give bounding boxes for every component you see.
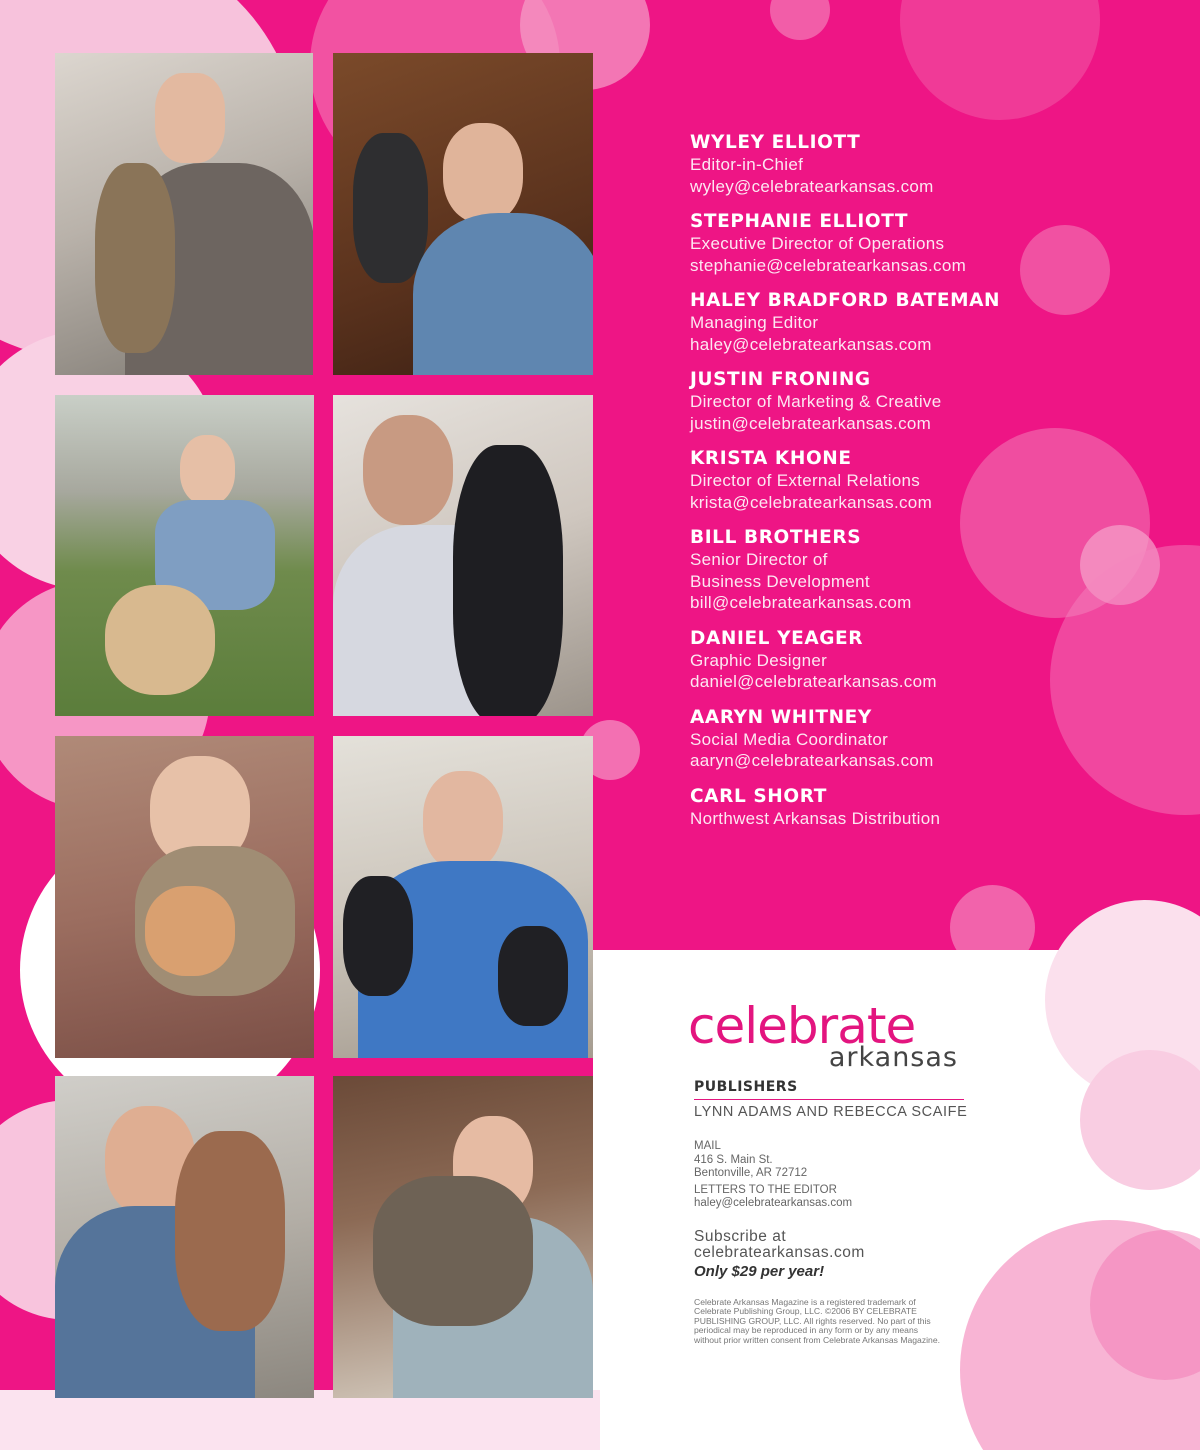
logo-wordmark: celebrate: [688, 997, 916, 1055]
photo-man-with-two-dogs: [333, 736, 593, 1058]
mail-address-line: Bentonville, AR 72712: [694, 1167, 808, 1179]
staff-member: [690, 628, 1170, 693]
dog-shape: [343, 876, 413, 996]
staff-role: Social Media Coordinator: [690, 729, 889, 749]
staff-role: Director of External Relations: [690, 471, 921, 490]
bg-circle: [900, 0, 1100, 120]
staff-email[interactable]: bill@celebratearkansas.com: [690, 593, 912, 612]
staff-member: [690, 369, 1170, 434]
staff-role: Graphic Designer: [690, 650, 828, 670]
staff-email[interactable]: krista@celebratearkansas.com: [690, 492, 933, 512]
staff-role: Senior Director of: [690, 550, 828, 569]
staff-name: HALEY BRADFORD BATEMAN: [690, 290, 1001, 311]
shirt-shape: [413, 213, 593, 375]
staff-email[interactable]: daniel@celebratearkansas.com: [690, 672, 937, 691]
photo-boy-with-beagle: [55, 736, 314, 1058]
staff-member: [690, 448, 1170, 513]
photo-woman-with-cat-2: [333, 1076, 593, 1398]
staff-member: [690, 211, 1170, 276]
staff-role: Executive Director of Operations: [690, 234, 945, 253]
staff-name: JUSTIN FRONING: [690, 369, 871, 390]
staff-name: CARL SHORT: [690, 785, 827, 807]
staff-member: [690, 707, 1170, 772]
staff-name: DANIEL YEAGER: [690, 627, 864, 649]
person-figure: [423, 771, 503, 871]
person-figure: [155, 73, 225, 163]
photo-man-with-tabby-cat: [55, 53, 313, 375]
masthead: [688, 997, 988, 1345]
dog-shape: [175, 1131, 285, 1331]
subscribe-price: Only $29 per year!: [694, 1262, 825, 1280]
publishers-heading: PUBLISHERS: [694, 1079, 798, 1095]
staff-role: Editor-in-Chief: [690, 155, 804, 174]
staff-member: [690, 290, 1170, 355]
person-figure: [180, 435, 235, 505]
dog-shape: [453, 445, 563, 716]
divider: [694, 1099, 964, 1100]
staff-name: AARYN WHITNEY: [690, 706, 872, 728]
staff-email[interactable]: stephanie@celebratearkansas.com: [690, 255, 967, 275]
mail-label: MAIL: [694, 1140, 721, 1152]
subscribe-text: Subscribe at: [694, 1227, 787, 1245]
staff-name: BILL BROTHERS: [690, 527, 862, 548]
legal-notice: Celebrate Arkansas Magazine is a registered trademark of Celebrate Publishing Group, LLC. ©2006 BY CELEBRATE PUBLISHING GROUP, LLC. All rights reserved. No part of this periodical may be reproduced in any form or by any means without prior written consent from Celebrate Arkansas Magazine.: [694, 1296, 940, 1345]
staff-name: WYLEY ELLIOTT: [690, 132, 861, 153]
dog-shape: [105, 585, 215, 695]
staff-email[interactable]: aaryn@celebratearkansas.com: [690, 751, 934, 770]
person-figure: [443, 123, 523, 223]
subscribe-link[interactable]: celebratearkansas.com: [694, 1243, 865, 1261]
publishers-names: LYNN ADAMS AND REBECCA SCAIFE: [694, 1104, 968, 1120]
bottom-strip: [0, 1390, 600, 1450]
logo-subwordmark: arkansas: [828, 1042, 958, 1073]
staff-email[interactable]: justin@celebratearkansas.com: [690, 413, 932, 433]
staff-role: Managing Editor: [690, 313, 819, 332]
dog-shape: [498, 926, 568, 1026]
staff-role: Director of Marketing & Creative: [690, 392, 942, 411]
staff-member: [690, 786, 1170, 830]
letters-email[interactable]: haley@celebratearkansas.com: [694, 1197, 853, 1209]
photo-woman-with-cat: [333, 53, 593, 375]
staff-role: Northwest Arkansas Distribution: [690, 808, 941, 828]
cat-shape: [95, 163, 175, 353]
staff-name: KRISTA KHONE: [690, 448, 852, 469]
cat-shape: [353, 133, 428, 283]
photo-man-with-puppy: [55, 1076, 314, 1398]
dog-shape: [145, 886, 235, 976]
photo-woman-with-doodle: [55, 395, 314, 716]
bg-circle: [770, 0, 830, 40]
staff-name: STEPHANIE ELLIOTT: [690, 211, 909, 232]
mail-address-line: 416 S. Main St.: [694, 1153, 773, 1166]
cat-shape: [373, 1176, 533, 1326]
staff-email[interactable]: wyley@celebratearkansas.com: [690, 176, 934, 196]
letters-label: LETTERS TO THE EDITOR: [694, 1183, 837, 1196]
staff-member: [690, 527, 1170, 614]
staff-email[interactable]: haley@celebratearkansas.com: [690, 334, 932, 354]
photo-man-with-greyhound: [333, 395, 593, 716]
staff-directory: [690, 132, 1170, 843]
person-figure: [363, 415, 453, 525]
staff-role: Business Development: [690, 571, 870, 591]
staff-member: [690, 132, 1170, 197]
